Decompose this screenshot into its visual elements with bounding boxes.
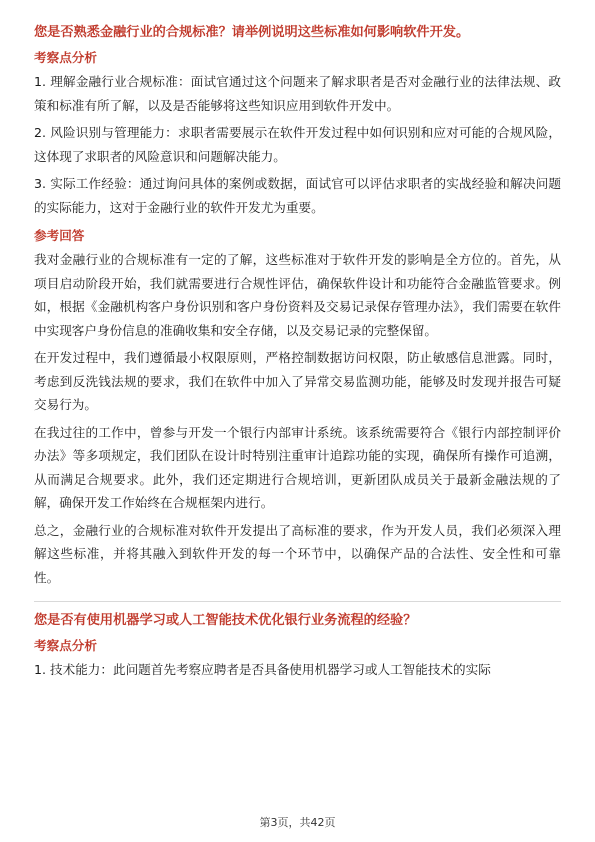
answer-paragraph: 我对金融行业的合规标准有一定的了解，这些标准对于软件开发的影响是全方位的。首先，从项目启动阶段开始，我们就需要进行合规性评估，确保软件设计和功能符合金融监管要求。例如，根据《金融机构客户身份识别和客户身份资料及交易记录保存管理办法》，我们需要在软件中实现客户身份信息的准确收集和安全存储，以及交易记录的完整保留。	[34, 252, 561, 338]
analysis-point: 3. 实际工作经验：通过询问具体的案例或数据，面试官可以评估求职者的实战经验和解决问题的实际能力，这对于金融行业的软件开发尤为重要。	[34, 176, 561, 215]
analysis-point: 1. 技术能力：此问题首先考察应聘者是否具备使用机器学习或人工智能技术的实际	[34, 662, 491, 677]
section-divider	[34, 601, 561, 602]
analysis-point: 1. 理解金融行业合规标准：面试官通过这个问题来了解求职者是否对金融行业的法律法规、政策和标准有所了解，以及是否能够将这些知识应用到软件开发中。	[34, 74, 561, 113]
answer-paragraph: 总之，金融行业的合规标准对软件开发提出了高标准的要求，作为开发人员，我们必须深入理解这些标准，并将其融入到软件开发的每一个环节中，以确保产品的合法性、安全性和可靠性。	[34, 522, 561, 585]
analysis-point: 2. 风险识别与管理能力：求职者需要展示在软件开发过程中如何识别和应对可能的合规风险，这体现了求职者的风险意识和问题解决能力。	[34, 125, 561, 164]
question-heading: 您是否有使用机器学习或人工智能技术优化银行业务流程的经验？	[34, 613, 417, 628]
page-footer: 第3页，共42页	[259, 816, 336, 829]
analysis-heading: 考察点分析	[34, 638, 97, 653]
answer-paragraph: 在我过往的工作中，曾参与开发一个银行内部审计系统。该系统需要符合《银行内部控制评价办法》等多项规定，我们团队在设计时特别注重审计追踪功能的实现，确保所有操作可追溯，从而满足合规要求。此外，我们还定期进行合规培训，更新团队成员关于最新金融法规的了解，确保开发工作始终在合规框架内进行。	[34, 424, 561, 510]
answer-heading: 参考回答	[34, 228, 85, 243]
question-heading: 您是否熟悉金融行业的合规标准？请举例说明这些标准如何影响软件开发。	[34, 25, 470, 40]
answer-paragraph: 在开发过程中，我们遵循最小权限原则，严格控制数据访问权限，防止敏感信息泄露。同时，考虑到反洗钱法规的要求，我们在软件中加入了异常交易监测功能，能够及时发现并报告可疑交易行为。	[34, 350, 561, 412]
document-page	[34, 24, 561, 686]
analysis-heading: 考察点分析	[34, 50, 97, 65]
